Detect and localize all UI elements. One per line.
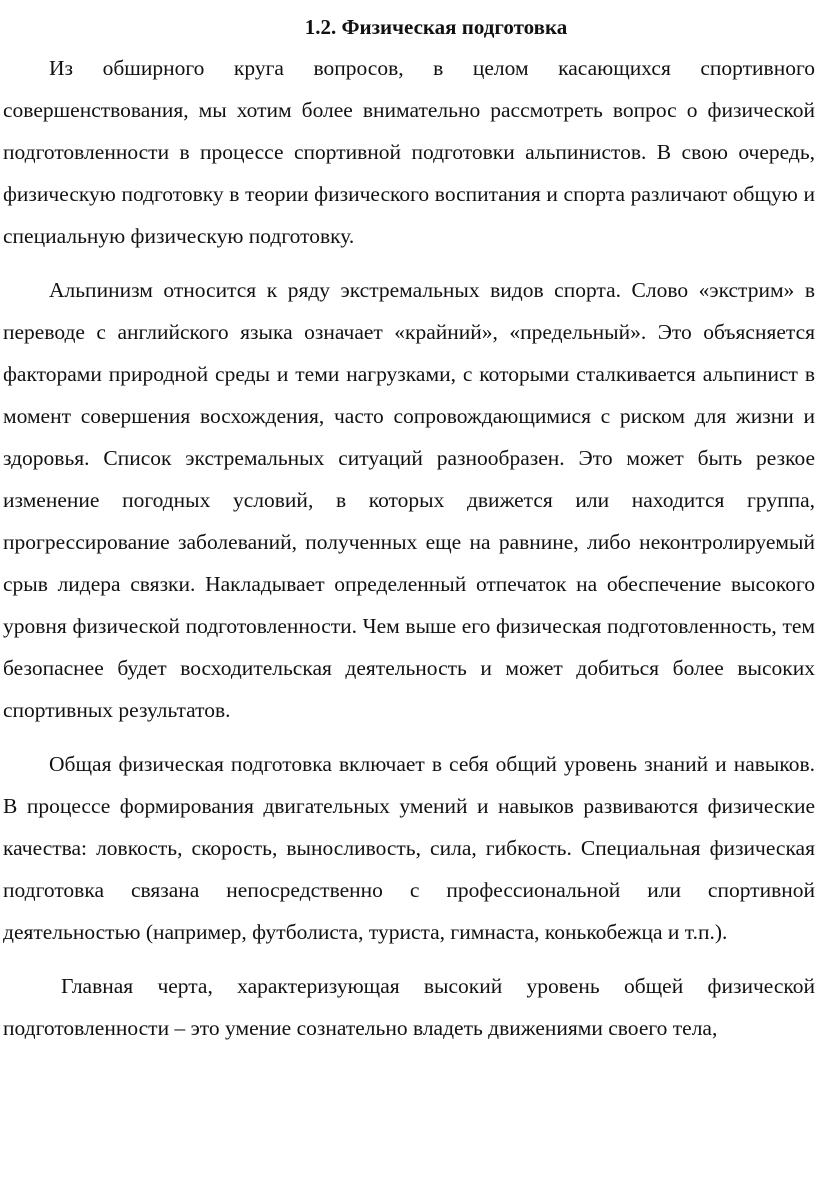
document-page [3, 0, 815, 1049]
section-heading: 1.2. Физическая подготовка [304, 15, 568, 39]
paragraph-4: Главная черта, характеризующая высокий уровень общей физической подготовленности – это умение сознательно владеть движениями своего тела, [3, 974, 815, 1040]
paragraph-1: Из обширного круга вопросов, в целом касающихся спортивного совершенствования, мы хотим более внимательно рассмотреть вопрос о физической подготовленности в процессе спортивной подготовки альпинистов. В свою очередь, физическую подготовку в теории физического воспитания и спорта различают общую и специальную физическую подготовку. [3, 56, 815, 248]
paragraph-3: Общая физическая подготовка включает в себя общий уровень знаний и навыков. В процессе формирования двигательных умений и навыков развиваются физические качества: ловкость, скорость, выносливость, сила, гибкость. Специальная физическая подготовка связана непосредственно с профессиональной или спортивной деятельностью (например, футболиста, туриста, гимнаста, конькобежца и т.п.). [3, 752, 815, 944]
paragraph-2: Альпинизм относится к ряду экстремальных видов спорта. Слово «экстрим» в переводе с английского языка означает «крайний», «предельный». Это объясняется факторами природной среды и теми нагрузками, с которыми сталкивается альпинист в момент совершения восхождения, часто сопровождающимися с риском для жизни и здоровья. Список экстремальных ситуаций разнообразен. Это может быть резкое изменение погодных условий, в которых движется или находится группа, прогрессирование заболеваний, полученных еще на равнине, либо неконтролируемый срыв лидера связки. Накладывает определенный отпечаток на обеспечение высокого уровня физической подготовленности. Чем выше его физическая подготовленность, тем безопаснее будет восходительская деятельность и может добиться более высоких спортивных результатов. [3, 278, 815, 722]
